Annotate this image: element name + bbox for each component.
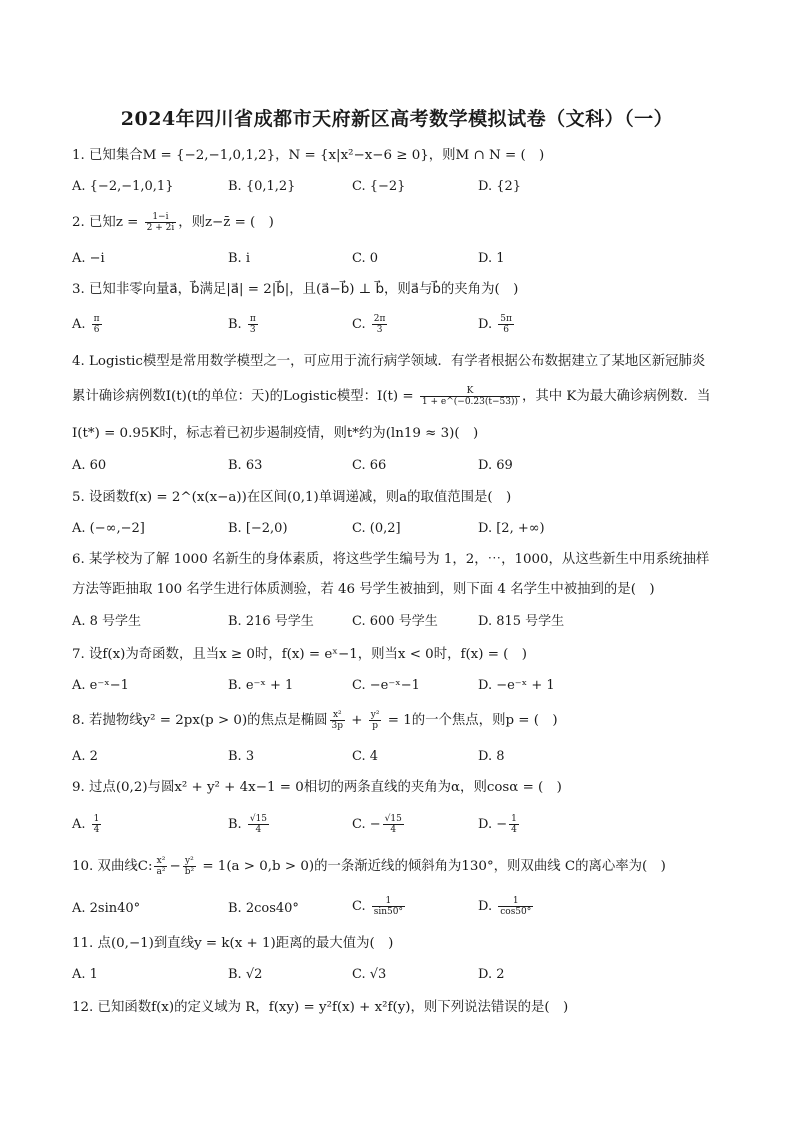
fraction-denominator: a² xyxy=(156,867,166,877)
question-8-stem-prefix: 8. 若抛物线y² = 2px(p > 0)的焦点是椭圆 xyxy=(72,713,328,728)
question-2-option-d: D. 1 xyxy=(478,251,505,266)
option-letter: B. xyxy=(228,317,242,332)
question-9-option-d xyxy=(478,814,521,835)
fraction-denominator: 3 xyxy=(376,325,383,335)
question-4-stem-line-3: I(t*) = 0.95K时，标志着已初步遏制疫情，则t*约为(ln19 ≈ 3)( ) xyxy=(72,426,479,441)
question-8-option-c: C. 4 xyxy=(352,749,379,764)
fraction-denominator: 6 xyxy=(93,325,100,335)
question-2-fraction xyxy=(145,212,177,233)
question-2-option-b: B. i xyxy=(228,251,250,266)
fraction-denominator: 6 xyxy=(503,325,509,335)
fraction-numerator: π xyxy=(249,314,256,324)
ellipse-x-fraction xyxy=(330,710,346,731)
question-6-option-b: B. 216 号学生 xyxy=(228,614,314,629)
question-5-option-c: C. (0,2] xyxy=(352,521,401,536)
fraction-numerator: y² xyxy=(183,856,196,867)
fraction-numerator: 1−i xyxy=(145,212,177,223)
question-9-option-a xyxy=(72,814,103,835)
fraction-numerator: π xyxy=(93,314,100,324)
option-letter: D. xyxy=(478,317,493,332)
fraction-numerator: K xyxy=(420,386,520,397)
fraction-numerator: √15 xyxy=(249,814,268,824)
option-letter: A. xyxy=(72,317,86,332)
question-4-line-2-suffix: ，其中 K为最大确诊病例数．当 xyxy=(522,389,711,404)
question-10-option-b: B. 2cos40° xyxy=(228,901,299,916)
fraction-denominator: cos50° xyxy=(500,907,532,917)
question-4-option-d: D. 69 xyxy=(478,458,513,473)
question-5-stem: 5. 设函数f(x) = 2^(x(x−a))在区间(0,1)单调递减，则a的取值范围是( ) xyxy=(72,490,512,505)
question-6-stem-line-2: 方法等距抽取 100 名学生进行体质测验，若 46 号学生被抽到，则下面 4 名学生中被抽到的是( ) xyxy=(72,582,655,597)
question-9-option-c xyxy=(352,814,406,835)
question-5-option-d: D. [2, +∞) xyxy=(478,521,545,536)
question-1-option-b: B. {0,1,2} xyxy=(228,179,296,194)
option-fraction xyxy=(372,314,388,335)
fraction-denominator: 4 xyxy=(93,825,100,835)
question-6-option-c: C. 600 号学生 xyxy=(352,614,438,629)
option-fraction xyxy=(372,896,405,917)
fraction-denominator: 4 xyxy=(511,825,517,835)
question-7-option-d: D. −e⁻ˣ + 1 xyxy=(478,678,555,693)
question-2-stem-prefix: 2. 已知z = xyxy=(72,215,143,230)
question-9-stem: 9. 过点(0,2)与圆x² + y² + 4x−1 = 0相切的两条直线的夹角为α，则cosα = ( ) xyxy=(72,780,562,795)
question-3-option-c xyxy=(352,314,389,335)
fraction-denominator: b² xyxy=(184,867,195,877)
question-3-option-d xyxy=(478,314,516,335)
question-2-option-a: A. −i xyxy=(72,251,105,266)
question-2-option-c: C. 0 xyxy=(352,251,379,266)
option-letter: C. xyxy=(352,899,366,914)
plus-sign: + xyxy=(347,713,367,728)
question-6-option-a: A. 8 号学生 xyxy=(72,614,142,629)
hyperbola-y-fraction xyxy=(183,856,196,877)
fraction-numerator: 1 xyxy=(498,896,533,907)
fraction-numerator: 2π xyxy=(373,314,386,324)
option-fraction xyxy=(498,896,533,917)
fraction-denominator: 2 + 2i xyxy=(146,223,175,233)
question-9-option-b xyxy=(228,814,271,835)
option-letter: C. − xyxy=(352,817,381,832)
fraction-numerator: 1 xyxy=(372,896,405,907)
question-6-option-d: D. 815 号学生 xyxy=(478,614,565,629)
question-11-stem: 11. 点(0,−1)到直线y = k(x + 1)距离的最大值为( ) xyxy=(72,936,394,951)
hyperbola-x-fraction xyxy=(154,856,167,877)
question-10-stem-suffix: = 1(a > 0,b > 0)的一条渐近线的倾斜角为130°，则双曲线 C的离心率为( ) xyxy=(198,859,666,874)
fraction-denominator: 3p xyxy=(331,721,344,731)
option-fraction xyxy=(248,814,269,835)
question-1-option-c: C. {−2} xyxy=(352,179,406,194)
logistic-fraction xyxy=(420,386,520,407)
question-8-stem-suffix: = 1的一个焦点，则p = ( ) xyxy=(383,713,558,728)
question-12-stem: 12. 已知函数f(x)的定义域为 R，f(xy) = y²f(x) + x²f(y)，则下列说法错误的是( ) xyxy=(72,1000,569,1015)
ellipse-y-fraction xyxy=(369,710,382,731)
option-fraction xyxy=(509,814,519,835)
minus-sign: − xyxy=(169,859,181,874)
question-4-option-c: C. 66 xyxy=(352,458,387,473)
question-4-option-a: A. 60 xyxy=(72,458,107,473)
question-11-option-c: C. √3 xyxy=(352,967,387,982)
fraction-denominator: sin50° xyxy=(373,907,404,917)
fraction-numerator: 1 xyxy=(93,814,100,824)
question-1-option-a: A. {−2,−1,0,1} xyxy=(72,179,174,194)
question-6-stem-line-1: 6. 某学校为了解 1000 名新生的身体素质，将这些学生编号为 1，2，⋯，1000，从这些新生中用系统抽样 xyxy=(72,552,710,567)
option-fraction xyxy=(498,314,514,335)
question-7-option-c: C. −e⁻ˣ−1 xyxy=(352,678,420,693)
fraction-denominator: p xyxy=(372,721,378,731)
option-fraction xyxy=(248,314,258,335)
option-fraction xyxy=(383,814,404,835)
question-3-option-b xyxy=(228,314,260,335)
question-1-option-d: D. {2} xyxy=(478,179,522,194)
question-4-line-2-prefix: 累计确诊病例数I(t)(t的单位：天)的Logistic模型：I(t) = xyxy=(72,389,418,404)
question-8-option-b: B. 3 xyxy=(228,749,255,764)
question-10-option-a: A. 2sin40° xyxy=(72,901,141,916)
option-fraction xyxy=(92,814,102,835)
question-3-stem: 3. 已知非零向量a⃗，b⃗满足|a⃗| = 2|b⃗|，且(a⃗−b⃗) ⊥ b⃗，则a⃗与b⃗的夹角为( ) xyxy=(72,282,519,297)
fraction-numerator: √15 xyxy=(384,814,402,824)
question-11-option-b: B. √2 xyxy=(228,967,263,982)
question-8-option-d: D. 8 xyxy=(478,749,505,764)
question-2-stem-suffix: ，则z−z̄ = ( ) xyxy=(178,215,274,230)
question-11-option-d: D. 2 xyxy=(478,967,505,982)
option-fraction xyxy=(92,314,102,335)
question-10-stem xyxy=(72,856,724,877)
question-10-stem-prefix: 10. 双曲线C: xyxy=(72,859,153,874)
fraction-denominator: 1 + e^(−0.23(t−53)) xyxy=(421,397,518,407)
fraction-numerator: x² xyxy=(154,856,167,867)
question-4-stem-line-2 xyxy=(72,386,724,407)
question-4-option-b: B. 63 xyxy=(228,458,263,473)
question-5-option-b: B. [−2,0) xyxy=(228,521,288,536)
fraction-numerator: 5π xyxy=(500,314,512,324)
question-4-stem-line-1: 4. Logistic模型是常用数学模型之一，可应用于流行病学领域．有学者根据公布数据建立了某地区新冠肺炎 xyxy=(72,354,706,369)
option-letter: A. xyxy=(72,817,86,832)
question-7-stem: 7. 设f(x)为奇函数，且当x ≥ 0时，f(x) = eˣ−1，则当x < 0时，f(x) = ( ) xyxy=(72,647,528,662)
question-5-option-a: A. (−∞,−2] xyxy=(72,521,145,536)
fraction-numerator: 1 xyxy=(511,814,517,824)
option-letter: D. xyxy=(478,899,493,914)
fraction-numerator: y² xyxy=(370,710,380,720)
fraction-denominator: 4 xyxy=(390,825,397,835)
option-letter: B. xyxy=(228,817,242,832)
question-10-option-c xyxy=(352,896,407,917)
fraction-numerator: x² xyxy=(330,710,346,721)
question-7-option-b: B. e⁻ˣ + 1 xyxy=(228,678,294,693)
question-8-stem xyxy=(72,710,724,731)
option-letter: C. xyxy=(352,317,366,332)
fraction-denominator: 4 xyxy=(255,825,262,835)
fraction-denominator: 3 xyxy=(249,325,256,335)
question-2-stem xyxy=(72,212,724,233)
question-11-option-a: A. 1 xyxy=(72,967,98,982)
question-8-option-a: A. 2 xyxy=(72,749,98,764)
question-7-option-a: A. e⁻ˣ−1 xyxy=(72,678,129,693)
option-letter: D. − xyxy=(478,817,508,832)
question-3-option-a xyxy=(72,314,104,335)
question-1-stem: 1. 已知集合M = {−2,−1,0,1,2}，N = {x|x²−x−6 ≥ 0}，则M ∩ N = ( ) xyxy=(72,148,545,163)
page-title: 2024年四川省成都市天府新区高考数学模拟试卷（文科）（一） xyxy=(120,108,674,130)
question-10-option-d xyxy=(478,896,535,917)
